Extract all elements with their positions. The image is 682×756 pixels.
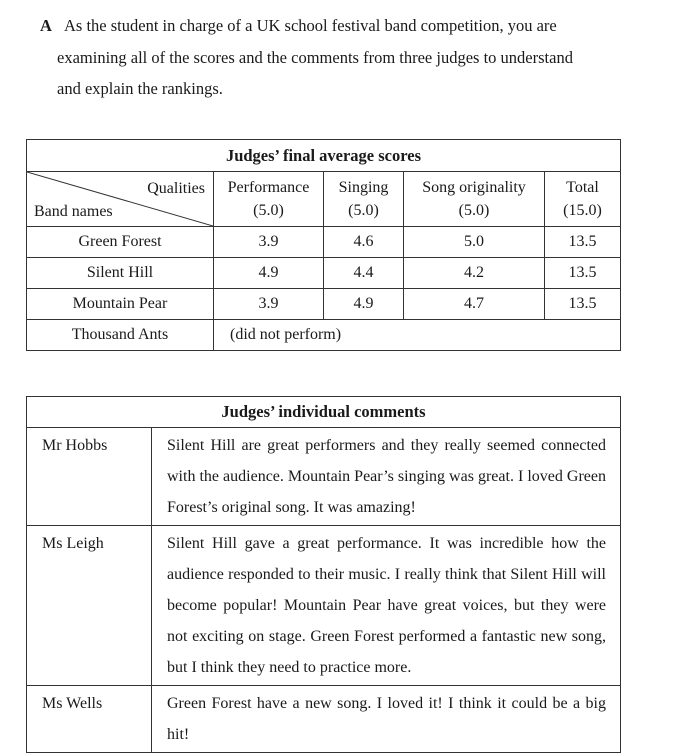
judge-name: Ms Leigh [27,526,152,686]
band-name: Mountain Pear [27,289,214,320]
intro-paragraph [40,10,630,105]
singing-score: 4.4 [324,258,404,289]
judge-name: Ms Wells [27,686,152,753]
judge-comment: Green Forest have a new song. I loved it! I think it could be a big hit! [152,686,621,753]
judge-comment: Silent Hill are great performers and they really seemed connected with the audience. Mountain Pear’s singing was great. I loved Green Forest’s original song. It was amazing! [152,428,621,526]
band-name: Thousand Ants [27,320,214,351]
scores-table [26,139,621,351]
comment-row [27,526,621,686]
table-row [27,289,621,320]
total-score: 13.5 [545,258,621,289]
scores-table-title: Judges’ final average scores [27,140,621,172]
performance-score: 3.9 [214,289,324,320]
total-score: 13.5 [545,227,621,258]
singing-score: 4.6 [324,227,404,258]
column-header-song-originality: Song originality (5.0) [404,172,545,227]
judge-comment: Silent Hill gave a great performance. It was incredible how the audience responded to their music. I really think that Silent Hill will become popular! Mountain Pear have great voices, but they were not exciting on stage. Green Forest performed a fantastic new song, but I think they need to practice more. [152,526,621,686]
diagonal-header-cell [27,172,214,227]
table-row [27,258,621,289]
originality-score: 5.0 [404,227,545,258]
band-names-label: Band names [34,203,113,220]
column-header-singing: Singing (5.0) [324,172,404,227]
comments-table [26,396,621,753]
band-name: Silent Hill [27,258,214,289]
band-name: Green Forest [27,227,214,258]
originality-score: 4.2 [404,258,545,289]
intro-line-1: As the student in charge of a UK school festival band competition, you are [64,16,557,35]
performance-score: 3.9 [214,227,324,258]
performance-score: 4.9 [214,258,324,289]
column-header-performance: Performance (5.0) [214,172,324,227]
table-row [27,320,621,351]
judge-name: Mr Hobbs [27,428,152,526]
comment-row [27,428,621,526]
total-score: 13.5 [545,289,621,320]
empty-cell [545,320,621,351]
comments-table-title: Judges’ individual comments [27,397,621,428]
singing-score: 4.9 [324,289,404,320]
intro-line-3: and explain the rankings. [57,79,223,98]
section-label: A [40,16,52,35]
table-row [27,227,621,258]
comment-row [27,686,621,753]
originality-score: 4.7 [404,289,545,320]
qualities-label: Qualities [147,180,205,197]
did-not-perform-note: (did not perform) [214,320,545,351]
column-header-total: Total (15.0) [545,172,621,227]
intro-line-2: examining all of the scores and the comments from three judges to understand [57,47,573,67]
